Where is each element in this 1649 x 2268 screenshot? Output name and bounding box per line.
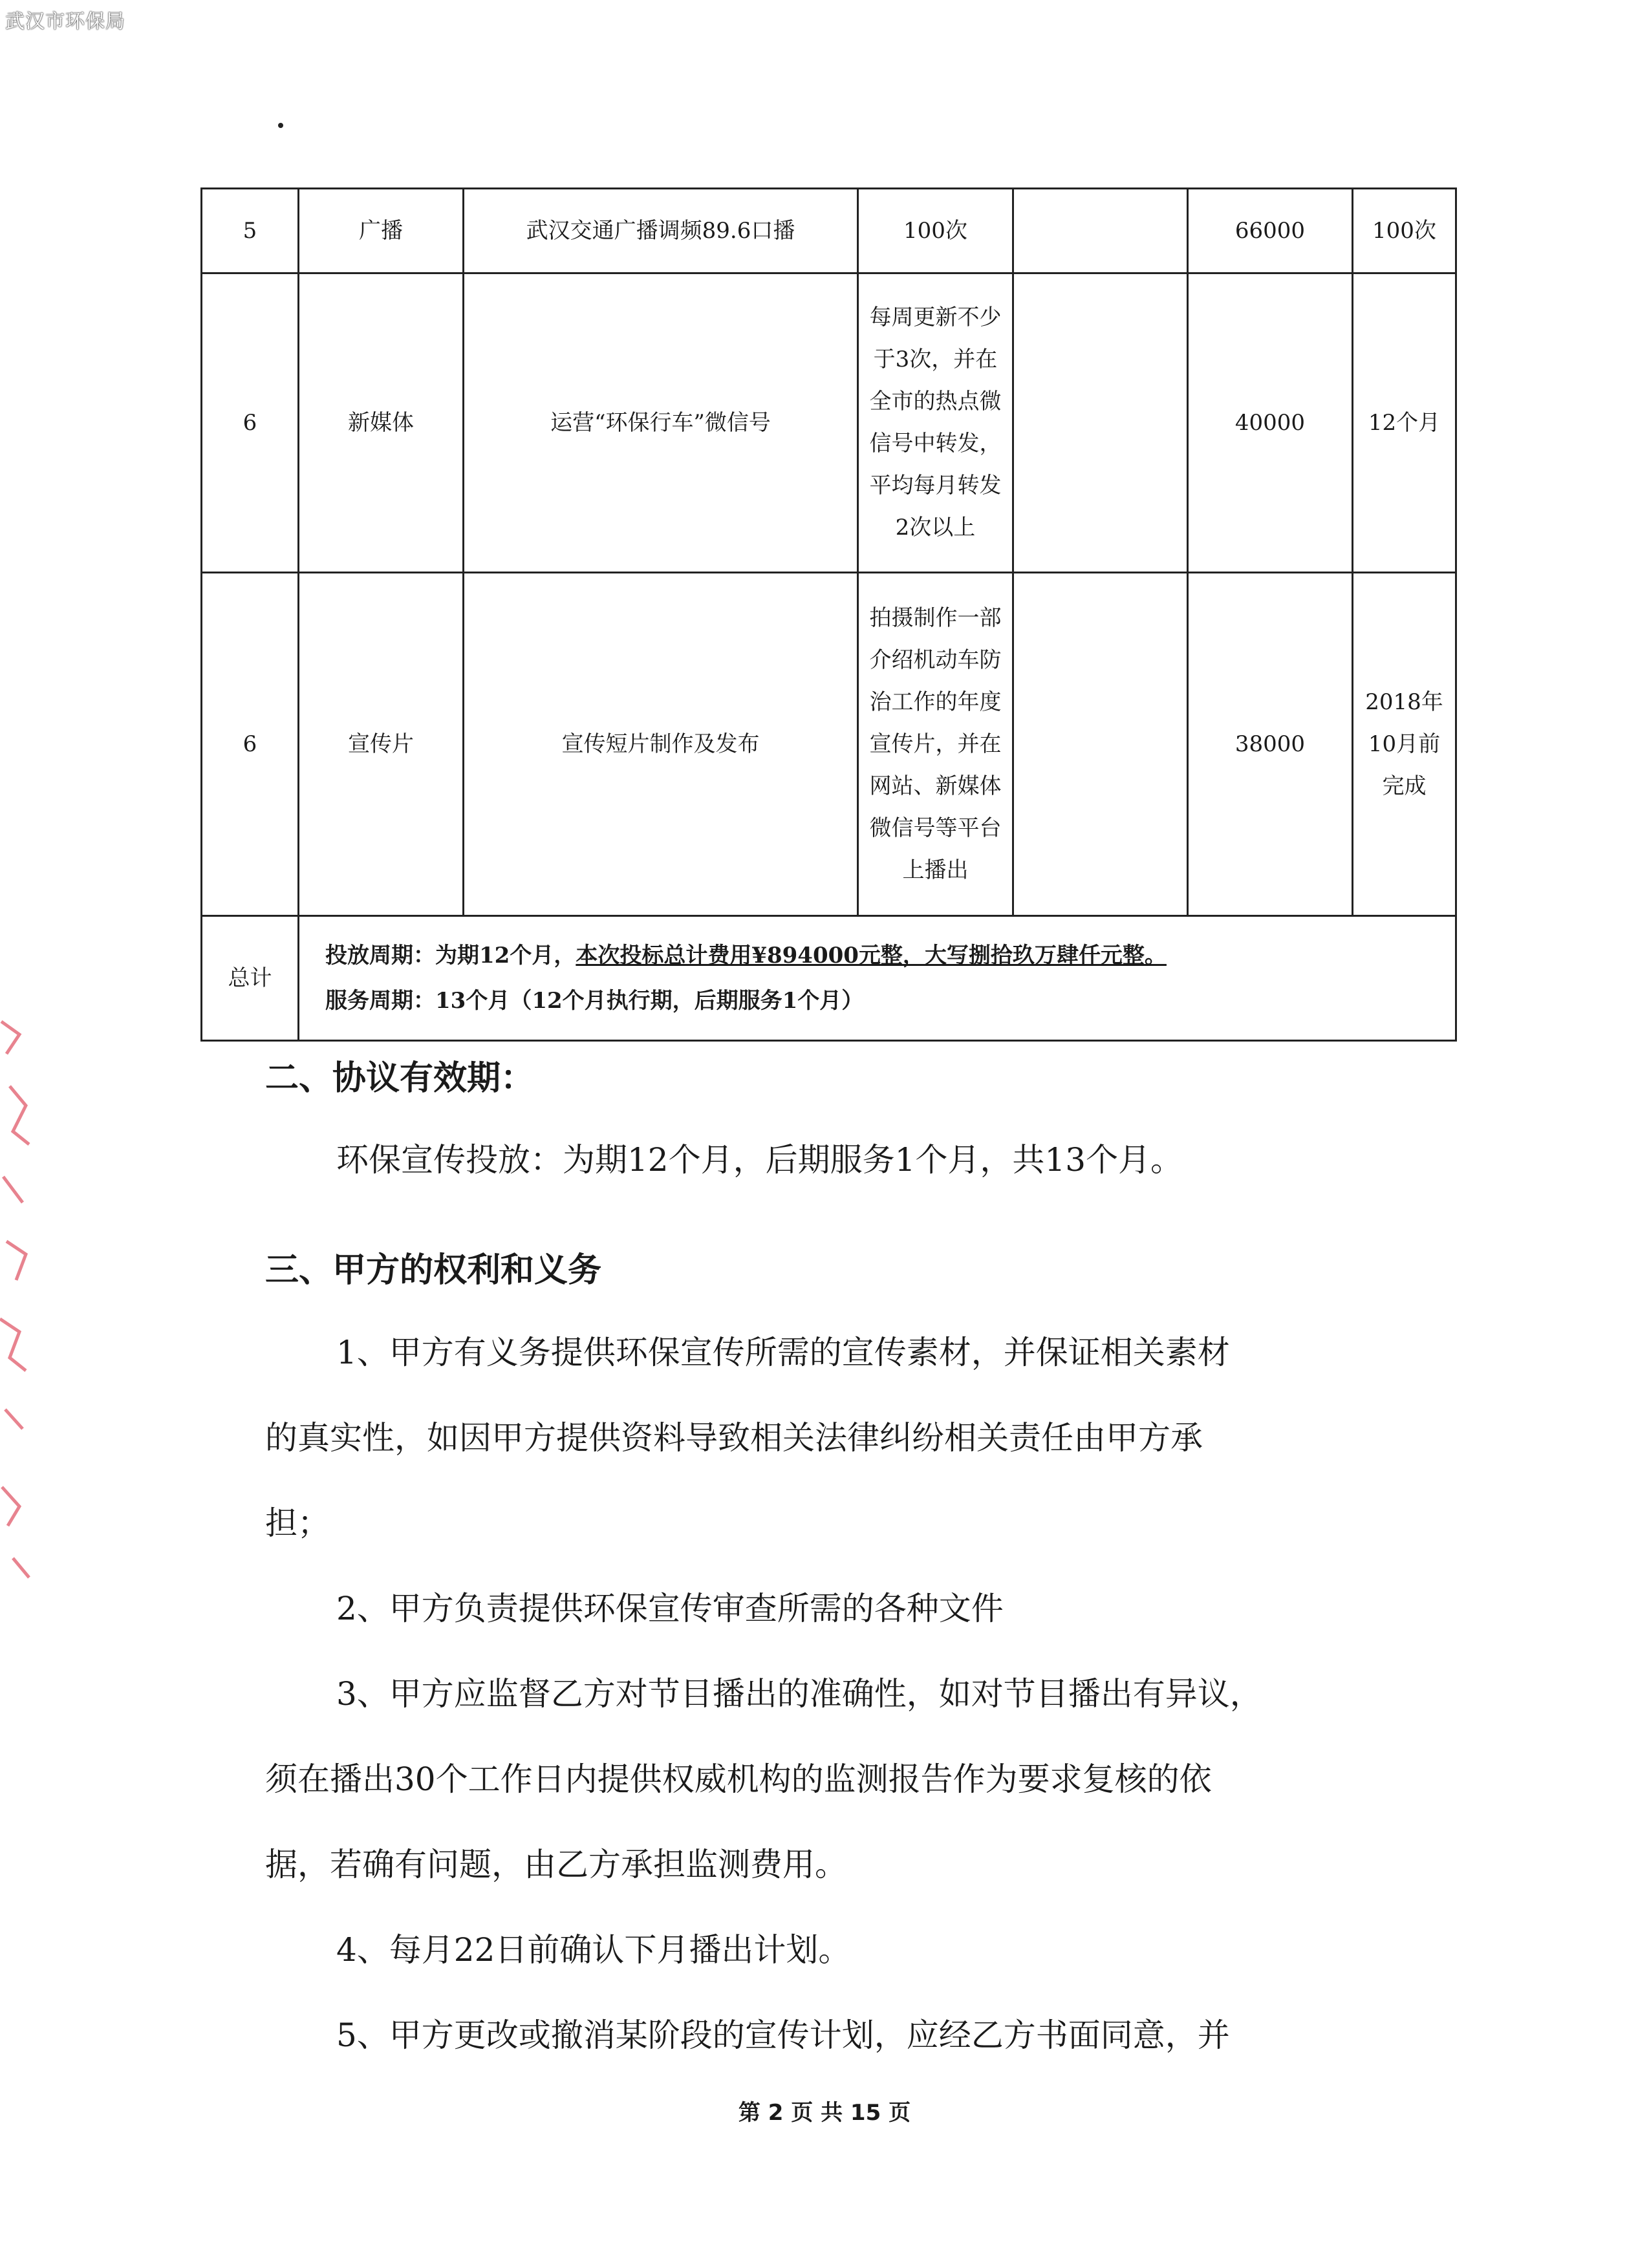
paragraph-line: 2、甲方负责提供环保宣传审查所需的各种文件 <box>336 1590 1004 1627</box>
media-plan-table <box>200 187 1457 1042</box>
paragraph-line: 担； <box>265 1504 330 1542</box>
media-type: 新媒体 <box>299 273 464 573</box>
watermark-label: 武汉市环保局 <box>5 10 125 33</box>
page-number: 第 2 页 共 15 页 <box>738 2100 911 2126</box>
media-cost: 66000 <box>1188 189 1353 273</box>
row-number: 6 <box>202 573 299 916</box>
service-period-text: 13个月（12个月执行期，后期服务1个月） <box>435 988 864 1014</box>
paragraph-line: 5、甲方更改或撤消某阶段的宣传计划，应经乙方书面同意，并 <box>336 2017 1230 2054</box>
total-summary <box>299 916 1456 1041</box>
table-row <box>202 273 1456 573</box>
section-heading-party-a: 三、甲方的权利和义务 <box>265 1251 602 1290</box>
media-content: 宣传短片制作及发布 <box>464 573 858 916</box>
media-frequency: 每周更新不少于3次，并在全市的热点微信号中转发，平均每月转发2次以上 <box>858 273 1013 573</box>
blank-cell <box>1013 573 1188 916</box>
media-frequency: 拍摄制作一部介绍机动车防治工作的年度宣传片，并在网站、新媒体微信号等平台上播出 <box>858 573 1013 916</box>
paragraph-line: 须在播出30个工作日内提供权威机构的监测报告作为要求复核的依 <box>265 1760 1212 1798</box>
row-number: 6 <box>202 273 299 573</box>
table-row <box>202 573 1456 916</box>
scan-dot <box>278 123 283 128</box>
media-content: 运营“环保行车”微信号 <box>464 273 858 573</box>
media-content: 武汉交通广播调频89.6口播 <box>464 189 858 273</box>
table-total-row <box>202 916 1456 1041</box>
total-label: 总计 <box>202 916 299 1041</box>
service-period-line <box>325 978 1429 1023</box>
table-row <box>202 189 1456 273</box>
paragraph-line: 的真实性，如因甲方提供资料导致相关法律纠纷相关责任由甲方承 <box>265 1419 1203 1457</box>
paragraph-line: 环保宣传投放：为期12个月，后期服务1个月，共13个月。 <box>336 1141 1183 1179</box>
service-period-label: 服务周期： <box>325 988 435 1014</box>
paragraph-line: 据，若确有问题，由乙方承担监测费用。 <box>265 1846 847 1883</box>
media-type: 宣传片 <box>299 573 464 916</box>
media-type: 广播 <box>299 189 464 273</box>
blank-cell <box>1013 189 1188 273</box>
total-cost-text: 本次投标总计费用¥894000元整，大写捌拾玖万肆仟元整。 <box>576 943 1167 968</box>
media-cost: 40000 <box>1188 273 1353 573</box>
blank-cell <box>1013 273 1188 573</box>
section-heading-validity: 二、协议有效期： <box>265 1059 535 1098</box>
party-a-duties <box>265 1310 1397 2078</box>
validity-paragraph <box>265 1117 1397 1203</box>
media-frequency: 100次 <box>858 189 1013 273</box>
seal-stamp-edge <box>0 1009 39 1590</box>
paragraph-line: 4、每月22日前确认下月播出计划。 <box>336 1931 851 1969</box>
media-period: 100次 <box>1353 189 1456 273</box>
paragraph-line: 1、甲方有义务提供环保宣传所需的宣传素材，并保证相关素材 <box>336 1334 1230 1371</box>
media-period: 2018年10月前完成 <box>1353 573 1456 916</box>
placement-period-line <box>325 933 1429 978</box>
media-cost: 38000 <box>1188 573 1353 916</box>
paragraph-line: 3、甲方应监督乙方对节目播出的准确性，如对节目播出有异议， <box>336 1675 1262 1713</box>
placement-period-label: 投放周期： <box>325 943 435 968</box>
placement-period-text: 为期12个月， <box>435 943 576 968</box>
media-period: 12个月 <box>1353 273 1456 573</box>
row-number: 5 <box>202 189 299 273</box>
